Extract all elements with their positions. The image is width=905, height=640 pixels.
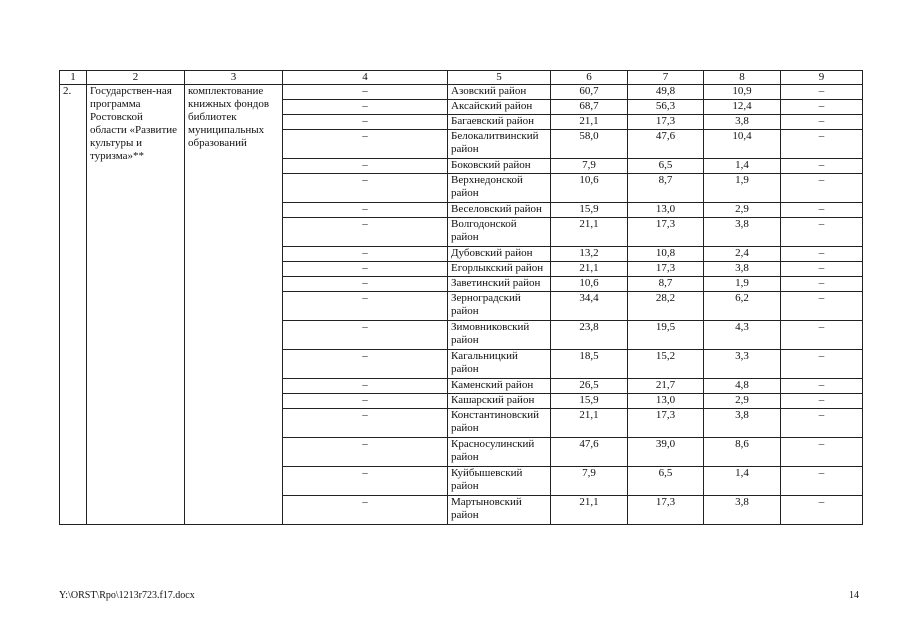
col6-value: 21,1 [551, 115, 628, 130]
col8-value: 3,8 [704, 218, 781, 247]
col6-value: 10,6 [551, 277, 628, 292]
col9-cell: – [781, 262, 863, 277]
district-name: Константиновский район [448, 409, 551, 438]
col4-cell: – [283, 409, 448, 438]
col8-value: 1,9 [704, 277, 781, 292]
col8-value: 6,2 [704, 292, 781, 321]
col7-value: 17,3 [628, 218, 704, 247]
col8-value: 2,4 [704, 247, 781, 262]
district-name: Кашарский район [448, 394, 551, 409]
col7-value: 17,3 [628, 262, 704, 277]
column-number-row [60, 71, 863, 85]
col6-value: 21,1 [551, 262, 628, 277]
col9-cell: – [781, 115, 863, 130]
col9-cell: – [781, 438, 863, 467]
col6-value: 7,9 [551, 159, 628, 174]
district-name: Азовский район [448, 85, 551, 100]
district-name: Красносулинский район [448, 438, 551, 467]
page-number: 14 [849, 590, 859, 601]
col7-value: 17,3 [628, 496, 704, 525]
column-number: 2 [87, 71, 185, 85]
column-number: 6 [551, 71, 628, 85]
district-name: Верхнедонской район [448, 174, 551, 203]
district-name: Мартыновский район [448, 496, 551, 525]
col6-value: 10,6 [551, 174, 628, 203]
col7-value: 8,7 [628, 277, 704, 292]
col6-value: 34,4 [551, 292, 628, 321]
col4-cell: – [283, 321, 448, 350]
col7-value: 17,3 [628, 409, 704, 438]
col8-value: 3,8 [704, 496, 781, 525]
column-number: 4 [283, 71, 448, 85]
column-number: 8 [704, 71, 781, 85]
col4-cell: – [283, 496, 448, 525]
district-name: Белокалитвинский район [448, 130, 551, 159]
col7-value: 49,8 [628, 85, 704, 100]
col8-value: 1,4 [704, 159, 781, 174]
district-name: Зерноградский район [448, 292, 551, 321]
district-name: Заветинский район [448, 277, 551, 292]
col4-cell: – [283, 174, 448, 203]
program-name: Государствен-ная программа Ростовской области «Развитие культуры и туризма»** [87, 85, 185, 525]
col9-cell: – [781, 321, 863, 350]
district-name: Веселовский район [448, 203, 551, 218]
district-name: Аксайский район [448, 100, 551, 115]
column-number: 3 [185, 71, 283, 85]
district-name: Зимовниковский район [448, 321, 551, 350]
district-name: Дубовский район [448, 247, 551, 262]
col8-value: 8,6 [704, 438, 781, 467]
budget-table [59, 70, 863, 525]
col9-cell: – [781, 100, 863, 115]
col4-cell: – [283, 438, 448, 467]
col4-cell: – [283, 379, 448, 394]
column-number: 5 [448, 71, 551, 85]
activity-name: комплектование книжных фондов библиотек муниципальных образований [185, 85, 283, 525]
col7-value: 10,8 [628, 247, 704, 262]
district-name: Боковский район [448, 159, 551, 174]
col8-value: 4,3 [704, 321, 781, 350]
col8-value: 10,4 [704, 130, 781, 159]
col9-cell: – [781, 409, 863, 438]
col4-cell: – [283, 292, 448, 321]
row-number: 2. [60, 85, 87, 525]
col9-cell: – [781, 203, 863, 218]
col6-value: 26,5 [551, 379, 628, 394]
col8-value: 3,3 [704, 350, 781, 379]
col7-value: 56,3 [628, 100, 704, 115]
col8-value: 1,4 [704, 467, 781, 496]
col8-value: 3,8 [704, 262, 781, 277]
col6-value: 47,6 [551, 438, 628, 467]
district-name: Багаевский район [448, 115, 551, 130]
col9-cell: – [781, 350, 863, 379]
col8-value: 2,9 [704, 203, 781, 218]
col9-cell: – [781, 394, 863, 409]
col9-cell: – [781, 379, 863, 394]
col4-cell: – [283, 130, 448, 159]
col4-cell: – [283, 85, 448, 100]
col8-value: 4,8 [704, 379, 781, 394]
col7-value: 17,3 [628, 115, 704, 130]
col7-value: 15,2 [628, 350, 704, 379]
col6-value: 58,0 [551, 130, 628, 159]
col8-value: 3,8 [704, 115, 781, 130]
col6-value: 21,1 [551, 218, 628, 247]
col4-cell: – [283, 159, 448, 174]
col8-value: 12,4 [704, 100, 781, 115]
col6-value: 60,7 [551, 85, 628, 100]
column-number: 9 [781, 71, 863, 85]
column-number: 1 [60, 71, 87, 85]
col9-cell: – [781, 159, 863, 174]
col6-value: 23,8 [551, 321, 628, 350]
col4-cell: – [283, 247, 448, 262]
col9-cell: – [781, 496, 863, 525]
col9-cell: – [781, 247, 863, 262]
col6-value: 13,2 [551, 247, 628, 262]
col7-value: 39,0 [628, 438, 704, 467]
col7-value: 8,7 [628, 174, 704, 203]
col4-cell: – [283, 262, 448, 277]
col4-cell: – [283, 394, 448, 409]
col9-cell: – [781, 292, 863, 321]
col4-cell: – [283, 277, 448, 292]
col7-value: 19,5 [628, 321, 704, 350]
col4-cell: – [283, 115, 448, 130]
col6-value: 68,7 [551, 100, 628, 115]
col9-cell: – [781, 467, 863, 496]
col4-cell: – [283, 203, 448, 218]
col4-cell: – [283, 350, 448, 379]
col6-value: 15,9 [551, 203, 628, 218]
col4-cell: – [283, 467, 448, 496]
district-name: Кагальницкий район [448, 350, 551, 379]
col4-cell: – [283, 100, 448, 115]
district-name: Куйбышевский район [448, 467, 551, 496]
col7-value: 13,0 [628, 394, 704, 409]
table-row [60, 85, 863, 100]
col7-value: 13,0 [628, 203, 704, 218]
col6-value: 7,9 [551, 467, 628, 496]
file-path: Y:\ORST\Rpo\1213r723.f17.docx [59, 590, 195, 601]
col7-value: 6,5 [628, 159, 704, 174]
col7-value: 6,5 [628, 467, 704, 496]
col9-cell: – [781, 174, 863, 203]
col4-cell: – [283, 218, 448, 247]
col6-value: 21,1 [551, 496, 628, 525]
district-name: Каменский район [448, 379, 551, 394]
district-name: Волгодонской район [448, 218, 551, 247]
col9-cell: – [781, 218, 863, 247]
col6-value: 18,5 [551, 350, 628, 379]
col6-value: 15,9 [551, 394, 628, 409]
col7-value: 28,2 [628, 292, 704, 321]
col9-cell: – [781, 130, 863, 159]
district-name: Егорлыкский район [448, 262, 551, 277]
col9-cell: – [781, 277, 863, 292]
col6-value: 21,1 [551, 409, 628, 438]
col9-cell: – [781, 85, 863, 100]
col7-value: 47,6 [628, 130, 704, 159]
col8-value: 2,9 [704, 394, 781, 409]
col8-value: 10,9 [704, 85, 781, 100]
column-number: 7 [628, 71, 704, 85]
col8-value: 1,9 [704, 174, 781, 203]
col7-value: 21,7 [628, 379, 704, 394]
col8-value: 3,8 [704, 409, 781, 438]
